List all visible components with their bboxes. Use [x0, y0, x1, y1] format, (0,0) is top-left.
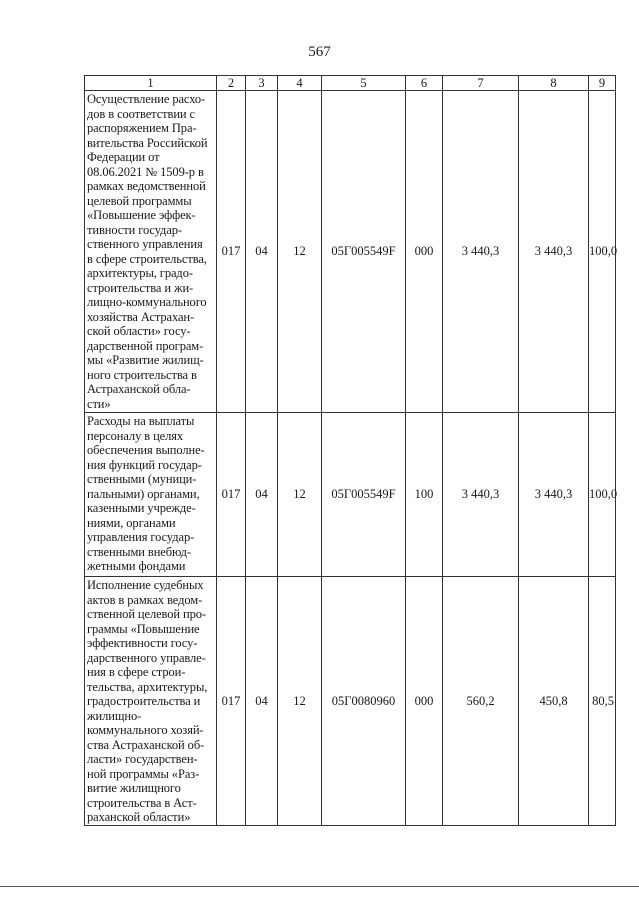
cell-percent: 100,0	[589, 413, 616, 577]
cell-amount-planned: 3 440,3	[443, 91, 519, 413]
table-row	[85, 413, 616, 577]
cell-code: 017	[217, 413, 246, 577]
column-header: 3	[246, 76, 278, 91]
cell-amount-actual: 3 440,3	[519, 91, 589, 413]
page-number: 567	[308, 44, 331, 60]
cell-target-article: 05Г005549F	[322, 91, 406, 413]
cell-target-article: 05Г005549F	[322, 413, 406, 577]
row-description: Исполнение судебных актов в рамках ведом- ственной целевой про- граммы «Повышение эффективности госу- дарственного управле- ния в сфере строи- тельства, архитектуры, градостроительства и жилищно- коммунального хозяй- ства Астраханской об- ласти» государствен- ной программы «Раз- витие жилищного строительства в Аст- раханской области»	[85, 577, 217, 826]
page-bottom-rule	[0, 886, 639, 887]
cell-amount-actual: 3 440,3	[519, 413, 589, 577]
cell-subsection: 12	[278, 577, 322, 826]
cell-percent: 100,0	[589, 91, 616, 413]
column-header: 7	[443, 76, 519, 91]
cell-code: 017	[217, 577, 246, 826]
cell-expense-type: 100	[406, 413, 443, 577]
budget-table	[84, 75, 616, 826]
table-header-row	[85, 76, 616, 91]
column-header: 4	[278, 76, 322, 91]
row-description: Осуществление расхо- дов в соответствии с распоряжением Пра- вительства Российской Федерации от 08.06.2021 № 1509-р в рамках ведомственной целевой программы «Повышение эффек- тивности государ- ственного управления в сфере строительства, архитектуры, градо- строительства и жи- лищно-коммунального хозяйства Астрахан- ской области» госу- дарственной програм- мы «Развитие жилищ- ного строительства в Астраханской обла- сти»	[85, 91, 217, 413]
cell-subsection: 12	[278, 413, 322, 577]
cell-amount-planned: 560,2	[443, 577, 519, 826]
cell-expense-type: 000	[406, 91, 443, 413]
cell-section: 04	[246, 91, 278, 413]
cell-target-article: 05Г0080960	[322, 577, 406, 826]
cell-code: 017	[217, 91, 246, 413]
table-row	[85, 577, 616, 826]
cell-amount-planned: 3 440,3	[443, 413, 519, 577]
cell-section: 04	[246, 413, 278, 577]
cell-percent: 80,5	[589, 577, 616, 826]
column-header: 9	[589, 76, 616, 91]
column-header: 8	[519, 76, 589, 91]
cell-amount-actual: 450,8	[519, 577, 589, 826]
column-header: 1	[85, 76, 217, 91]
column-header: 6	[406, 76, 443, 91]
row-description: Расходы на выплаты персоналу в целях обеспечения выполне- ния функций государ- ственными (муници- пальными) органами, казенными учрежде- ниями, органами управления государ- ственными внебюд- жетными фондами	[85, 413, 217, 577]
cell-expense-type: 000	[406, 577, 443, 826]
table-row	[85, 91, 616, 413]
cell-section: 04	[246, 577, 278, 826]
column-header: 2	[217, 76, 246, 91]
cell-subsection: 12	[278, 91, 322, 413]
column-header: 5	[322, 76, 406, 91]
